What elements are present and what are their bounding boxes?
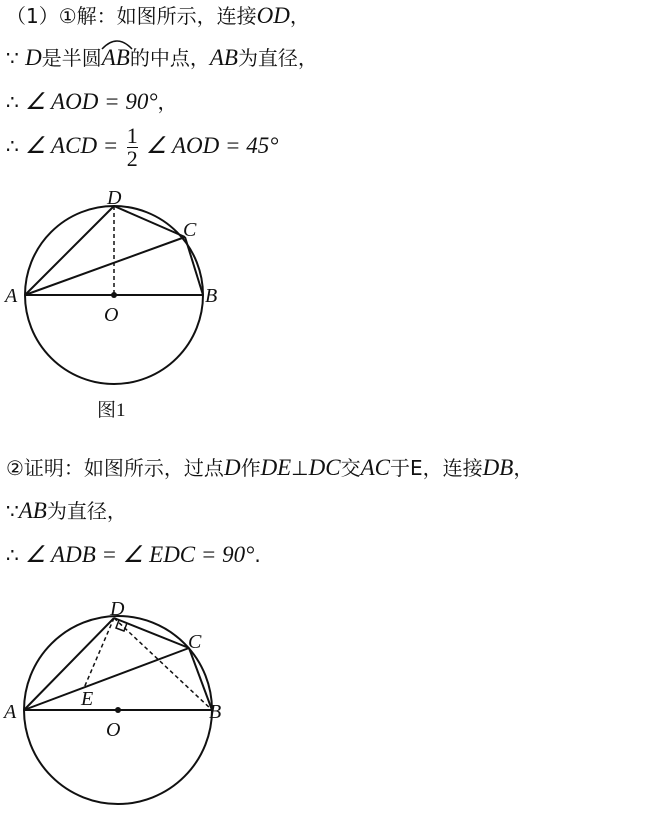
figure-2 — [0, 594, 240, 809]
therefore-symbol: ∴ — [6, 90, 19, 114]
center-point-o — [115, 707, 121, 713]
segment-de: DE — [260, 455, 292, 480]
line5-t1: 作 — [240, 456, 261, 480]
line5-t4: ，连接 — [422, 456, 483, 480]
fraction-numerator: 1 — [126, 123, 138, 148]
line1-suffix: ， — [289, 4, 310, 28]
therefore-symbol: ∴ — [6, 134, 19, 158]
arc-mark-icon — [100, 36, 134, 50]
point-d: D — [223, 455, 241, 480]
line2-text1: 是半圆 — [41, 46, 102, 70]
segment-ab: AB — [18, 498, 47, 523]
segment-ab: AB — [209, 45, 238, 70]
line5-t5: ， — [513, 456, 534, 480]
label-c: C — [188, 631, 202, 653]
chord-ad — [24, 618, 114, 710]
segment-ac: AC — [360, 455, 390, 480]
line2-text3: 为直径， — [237, 46, 318, 70]
line6-text: 为直径， — [46, 499, 127, 523]
line7-suffix: . — [254, 543, 261, 567]
center-point-o — [111, 292, 117, 298]
label-d: D — [107, 187, 122, 209]
figure-1 — [0, 180, 240, 430]
label-c: C — [183, 219, 197, 241]
fraction-half — [127, 125, 138, 170]
solution-line-1 — [6, 2, 310, 30]
angle-acd-right: ∠ AOD = 45° — [146, 133, 279, 158]
line5-prefix: ②证明：如图所示，过点 — [6, 456, 224, 480]
line1-prefix: （1）①解：如图所示，连接 — [6, 4, 257, 28]
solution-line-6 — [6, 497, 127, 525]
figure-1-caption: 图1 — [97, 400, 126, 421]
label-a: A — [5, 285, 18, 307]
chord-ac — [24, 648, 189, 710]
chord-dc — [114, 206, 185, 237]
solution-line-2 — [6, 44, 318, 72]
solution-line-7 — [6, 541, 261, 569]
label-b: B — [205, 285, 218, 307]
label-d: D — [110, 598, 125, 620]
arc-ab — [102, 44, 130, 72]
label-b: B — [209, 701, 222, 723]
point-e: E — [410, 456, 423, 480]
label-a: A — [4, 701, 17, 723]
label-o: O — [106, 719, 121, 741]
segment-dc: DC — [308, 455, 341, 480]
fraction-denominator: 2 — [126, 146, 138, 171]
solution-line-5 — [6, 454, 533, 482]
segment-db: DB — [482, 455, 514, 480]
label-e: E — [81, 688, 94, 710]
chord-ad — [25, 206, 114, 295]
solution-line-4 — [6, 124, 279, 170]
because-symbol: ∵ — [6, 46, 19, 70]
because-symbol: ∵ — [6, 499, 19, 523]
arc-ab-label: AB — [101, 45, 130, 70]
angle-acd-left: ∠ ACD = — [25, 133, 119, 158]
point-d: D — [25, 45, 42, 70]
line5-t3: 于 — [390, 456, 410, 480]
therefore-symbol: ∴ — [6, 543, 19, 567]
line3-suffix: ， — [157, 90, 178, 114]
chord-ac — [25, 237, 185, 295]
solution-line-3 — [6, 88, 178, 116]
line5-t2: 交 — [340, 456, 361, 480]
line1-var: OD — [256, 3, 290, 28]
line2-text2: 的中点， — [129, 46, 210, 70]
label-o: O — [104, 304, 119, 326]
chord-cb — [185, 237, 203, 295]
angle-aod-expr: ∠ AOD = 90° — [25, 89, 158, 114]
angle-adb-edc-expr: ∠ ADB = ∠ EDC = 90° — [25, 542, 255, 567]
perp-symbol: ⊥ — [291, 456, 309, 480]
